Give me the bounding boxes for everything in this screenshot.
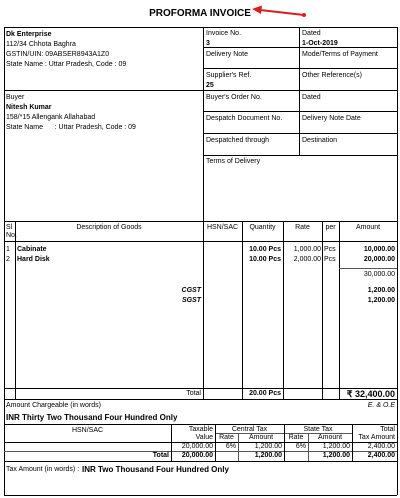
seller-name: Dk Enterprise: [6, 31, 52, 38]
amount-words-value: INR Thirty Two Thousand Four Hundred Only: [6, 413, 178, 422]
mode-terms-label: Mode/Terms of Payment: [302, 51, 378, 58]
tax-taxable-header-value: Value: [195, 434, 213, 441]
seller-state: State Name : Uttar Pradesh, Code : 09: [6, 61, 127, 68]
eoe-label: E. & O.E: [367, 402, 395, 409]
hsn-header: HSN/SAC: [206, 224, 239, 231]
invoice-no-label: Invoice No.: [206, 30, 242, 37]
per-header: per: [325, 224, 336, 231]
buyer-name: Nitesh Kumar: [6, 104, 52, 111]
tax-total-state-amount: 1,200.00: [322, 452, 350, 459]
tax-hsn-header: HSN/SAC: [71, 427, 104, 434]
delivery-note-label: Delivery Note: [206, 51, 249, 58]
terms-label: Terms of Delivery: [206, 158, 261, 165]
tax-words-value: INR Two Thousand Four Hundred Only: [82, 465, 229, 474]
table-row-amount: 20,000.00: [363, 256, 395, 263]
quantity-header: Quantity: [249, 224, 276, 231]
tax-total-label: Total: [152, 452, 169, 459]
amount-words-label: Amount Chargeable (in words): [6, 402, 101, 409]
subtotal-value: 30,000.00: [363, 271, 395, 278]
dated2-label: Dated: [302, 94, 321, 101]
table-row-per: Pcs: [324, 246, 336, 253]
table-row-amount: 10,000.00: [363, 246, 395, 253]
tax-total-amount: 2,400.00: [367, 452, 395, 459]
page-title: PROFORMA INVOICE: [149, 8, 251, 19]
suppliers-ref-value: 25: [206, 82, 214, 89]
destination-label: Destination: [302, 137, 338, 144]
tax-row-central-amount: 1,200.00: [254, 443, 282, 450]
central-amount-header: Amount: [248, 434, 274, 441]
total-tax-header-amount: Tax Amount: [358, 434, 395, 441]
sgst-label: SGST: [181, 297, 201, 304]
state-tax-header: State Tax: [303, 426, 333, 433]
tax-row-taxable: 20,000.00: [181, 443, 213, 450]
tax-total-central-amount: 1,200.00: [254, 452, 282, 459]
seller-gstin: GSTIN/UIN: 09ABSER8943A1Z0: [6, 51, 110, 58]
seller-address: 112/34 Chhota Baghra: [6, 41, 76, 48]
table-row-description: Cabinate: [17, 246, 47, 253]
amount-header: Amount: [355, 224, 381, 231]
total-quantity: 20.00 Pcs: [249, 390, 281, 397]
sl-header-no: No.: [6, 232, 17, 239]
annotation-arrow-icon: [248, 4, 308, 20]
table-row-description: Hard Disk: [17, 256, 50, 263]
central-tax-header: Central Tax: [231, 426, 268, 433]
invoice-no-value: 3: [206, 40, 210, 47]
buyer-address: 158/*15 Allengank Allahabad: [6, 114, 96, 121]
tax-total-taxable: 20,000.00: [181, 452, 213, 459]
delivery-note-date-label: Delivery Note Date: [302, 115, 361, 122]
central-rate-header: Rate: [219, 434, 234, 441]
table-row-quantity: 10.00 Pcs: [249, 246, 281, 253]
tax-taxable-header: Taxable: [188, 426, 213, 433]
total-amount: ₹ 32,400.00: [346, 389, 395, 399]
cgst-label: CGST: [181, 287, 201, 294]
table-row-rate: 1,000.00: [293, 246, 321, 253]
table-row-per: Pcs: [324, 256, 336, 263]
tax-row-state-rate: 6%: [295, 443, 306, 450]
total-tax-header: Total: [380, 426, 395, 433]
tax-words-label: Tax Amount (in words) :: [6, 466, 80, 473]
total-label: Total: [186, 390, 201, 397]
despatched-through-label: Despatched through: [206, 137, 270, 144]
tax-row-total: 2,400.00: [367, 443, 395, 450]
tax-row-central-rate: 6%: [225, 443, 236, 450]
suppliers-ref-label: Supplier's Ref.: [206, 72, 252, 79]
table-row-sl: 2: [6, 256, 10, 263]
table-row-quantity: 10.00 Pcs: [249, 256, 281, 263]
buyer-state: State Name : Uttar Pradesh, Code : 09: [6, 124, 136, 131]
buyer-heading: Buyer: [6, 94, 25, 101]
sgst-value: 1,200.00: [367, 297, 395, 304]
table-row-sl: 1: [6, 246, 10, 253]
tax-row-state-amount: 1,200.00: [322, 443, 350, 450]
cgst-value: 1,200.00: [367, 287, 395, 294]
rate-header: Rate: [295, 224, 310, 231]
state-amount-header: Amount: [317, 434, 343, 441]
table-row-rate: 2,000.00: [293, 256, 321, 263]
state-rate-header: Rate: [288, 434, 304, 441]
description-header: Description of Goods: [76, 224, 142, 231]
sl-header: Sl: [6, 224, 13, 231]
despatch-doc-label: Despatch Document No.: [206, 115, 283, 122]
other-refs-label: Other Reference(s): [302, 72, 362, 79]
dated-value: 1-Oct-2019: [302, 40, 338, 47]
dated-label: Dated: [302, 30, 321, 37]
buyers-order-label: Buyer's Order No.: [206, 94, 262, 101]
